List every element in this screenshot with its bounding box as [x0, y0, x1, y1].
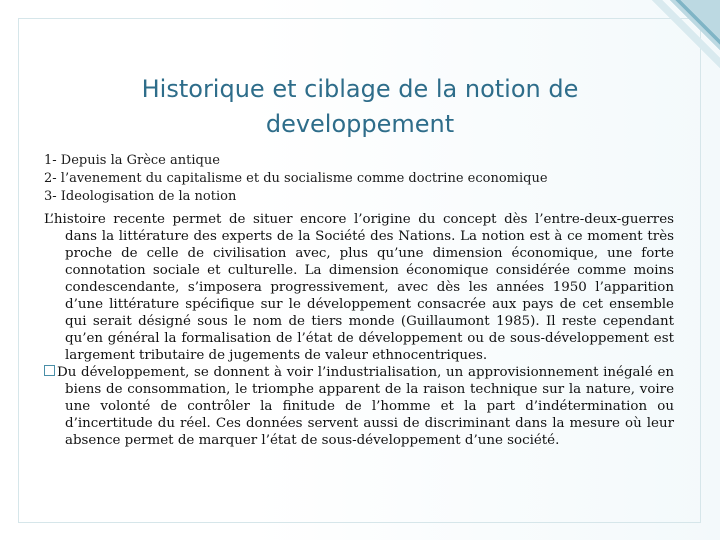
list-item: 1- Depuis la Grèce antique: [44, 153, 220, 168]
slide-title: Historique et ciblage de la notion de developpement: [141, 75, 579, 138]
list-item: 3- Ideologisation de la notion: [44, 189, 237, 204]
body-text: [44, 211, 674, 449]
numbered-list: [44, 152, 684, 206]
paragraph-text: Du développement, se donnent à voir l’industrialisation, un approvisionnement inégalé en biens de consommation, le triomphe apparent de la raison technique sur la nature, voire une volonté de contrôler la finitude de l’homme et la part d’indétermination ou d’incertitude du réel. Ces données servent aussi de discriminant dans la mesure où leur absence permet de marquer l’état de sous-développement d’une société.: [57, 365, 674, 448]
paragraph-text: L’histoire recente permet de situer encore l’origine du concept dès l’entre-deux-guerres dans la littérature des experts de la Société des Nations. La notion est à ce moment très proche de celle de civilisation avec, plus qu’une dimension économique, une forte connotation sociale et culturelle. La dimension économique considérée comme moins condescendante, s’imposera progressivement, avec dès les années 1950 l’apparition d’une littérature spécifique sur le développement consacrée aux pays de cet ensemble qui serait désigné sous le nom de tiers monde (Guillaumont 1985). Il reste cependant qu’en général la formalisation de l’état de développement ou de sous-développement est largement tributaire de jugements de valeur ethnocentriques.: [44, 212, 674, 363]
paragraph-development: [44, 364, 674, 449]
paragraph-history: [44, 211, 674, 364]
corner-decoration-stripe: [630, 0, 720, 90]
checkbox-bullet-icon: [44, 364, 57, 381]
list-item: 2- l’avenement du capitalisme et du socialisme comme doctrine economique: [44, 171, 548, 186]
